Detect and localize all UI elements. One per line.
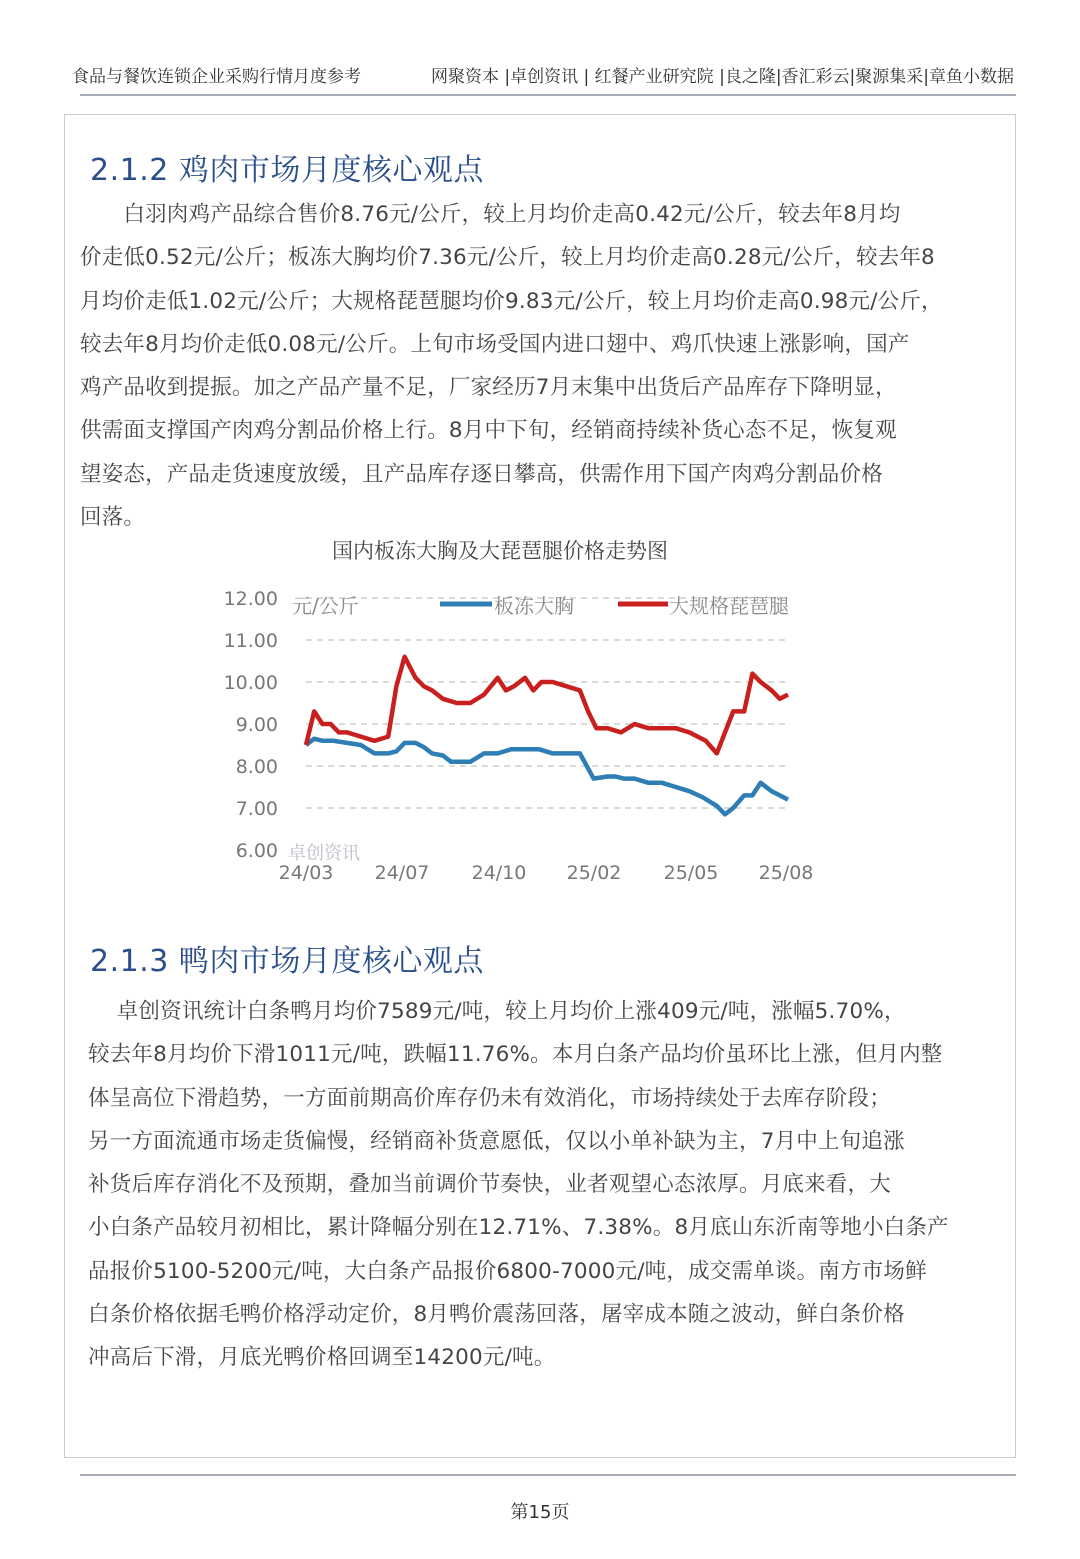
- paragraph-chicken: [80, 193, 992, 539]
- x-tick-label: 25/02: [566, 862, 622, 884]
- header-divider: [80, 94, 1016, 96]
- header-sources: 网聚资本 |卓创资讯 | 红餐产业研究院 |良之隆|香汇彩云|聚源集采|章鱼小数据: [431, 67, 1014, 87]
- paragraph-line: 价走低0.52元/公斤；板冻大胸均价7.36元/公斤，较上月均价走高0.28元/公斤，较去年8: [80, 245, 935, 271]
- page-number: 第15页: [510, 1502, 570, 1523]
- paragraph-line: 补货后库存消化不及预期，叠加当前调价节奏快，业者观望心态浓厚。月底来看，大: [88, 1172, 891, 1198]
- paragraph-line: 白羽肉鸡产品综合售价8.76元/公斤，较上月均价走高0.42元/公斤，较去年8月均: [80, 202, 901, 227]
- paragraph-line: 体呈高位下滑趋势，一方面前期高价库存仍未有效消化，市场持续处于去库存阶段；: [88, 1085, 891, 1111]
- x-tick-label: 25/08: [758, 862, 814, 884]
- chart-watermark: 卓创资讯: [288, 843, 360, 864]
- paragraph-line: 月均价走低1.02元/公斤；大规格琵琶腿均价9.83元/公斤，较上月均价走高0.98元/公斤，: [80, 288, 943, 314]
- chart-unit-label: 元/公斤: [292, 594, 359, 618]
- chart-series: [306, 657, 788, 815]
- y-tick-label: 10.00: [223, 672, 278, 694]
- x-tick-label: 24/03: [278, 862, 334, 884]
- legend-label-breast: 板冻大胸: [494, 594, 574, 618]
- price-trend-chart: [200, 580, 840, 890]
- y-tick-label: 6.00: [235, 840, 278, 862]
- x-tick-label: 24/10: [471, 862, 527, 884]
- header-title: 食品与餐饮连锁企业采购行情月度参考: [72, 67, 361, 87]
- paragraph-line: 较去年8月均价下滑1011元/吨，跌幅11.76%。本月白条产品均价虽环比上涨，但月内整: [88, 1042, 943, 1068]
- x-tick-label: 24/07: [374, 862, 430, 884]
- paragraph-line: 另一方面流通市场走货偏慢，经销商补货意愿低，仅以小单补缺为主，7月中上旬追涨: [88, 1128, 905, 1154]
- paragraph-line: 回落。: [80, 505, 146, 531]
- paragraph-line: 品报价5100-5200元/吨，大白条产品报价6800-7000元/吨，成交需单谈。南方市场鲜: [88, 1258, 927, 1284]
- section-heading-chicken: 2.1.2 鸡肉市场月度核心观点: [90, 153, 484, 188]
- paragraph-line: 白条价格依据毛鸭价格浮动定价，8月鸭价震荡回落，屠宰成本随之波动，鲜白条价格: [88, 1302, 905, 1328]
- x-tick-label: 25/05: [663, 862, 719, 884]
- y-tick-label: 12.00: [223, 588, 278, 610]
- section-heading-duck: 2.1.3 鸭肉市场月度核心观点: [90, 944, 484, 979]
- x-axis-ticks: [279, 862, 814, 884]
- paragraph-line: 供需面支撑国产肉鸡分割品价格上行。8月中下旬，经销商持续补货心态不足，恢复观: [80, 418, 897, 444]
- y-tick-label: 11.00: [223, 630, 278, 652]
- paragraph-line: 望姿态，产品走货速度放缓，且产品库存逐日攀高，供需作用下国产肉鸡分割品价格: [80, 461, 883, 487]
- paragraph-line: 小白条产品较月初相比，累计降幅分别在12.71%、7.38%。8月底山东沂南等地小白条产: [88, 1215, 949, 1241]
- legend-label-leg: 大规格琵琶腿: [669, 594, 789, 618]
- paragraph-duck: [88, 990, 994, 1380]
- y-axis-ticks: [224, 588, 278, 862]
- y-tick-label: 8.00: [235, 756, 278, 778]
- paragraph-line: 较去年8月均价走低0.08元/公斤。上旬市场受国内进口翅中、鸡爪快速上涨影响，国产: [80, 331, 910, 357]
- chart-title: 国内板冻大胸及大琵琶腿价格走势图: [332, 539, 668, 563]
- y-tick-label: 7.00: [235, 798, 278, 820]
- chart-grid: [306, 598, 788, 808]
- paragraph-line: 鸡产品收到提振。加之产品产量不足，厂家经历7月末集中出货后产品库存下降明显，: [80, 375, 897, 401]
- series-line-leg: [306, 657, 788, 754]
- y-tick-label: 9.00: [235, 714, 278, 736]
- paragraph-line: 冲高后下滑，月底光鸭价格回调至14200元/吨。: [88, 1345, 556, 1371]
- paragraph-line: 卓创资讯统计白条鸭月均价7589元/吨，较上月均价上涨409元/吨，涨幅5.70%，: [88, 999, 906, 1024]
- footer-divider: [80, 1474, 1016, 1476]
